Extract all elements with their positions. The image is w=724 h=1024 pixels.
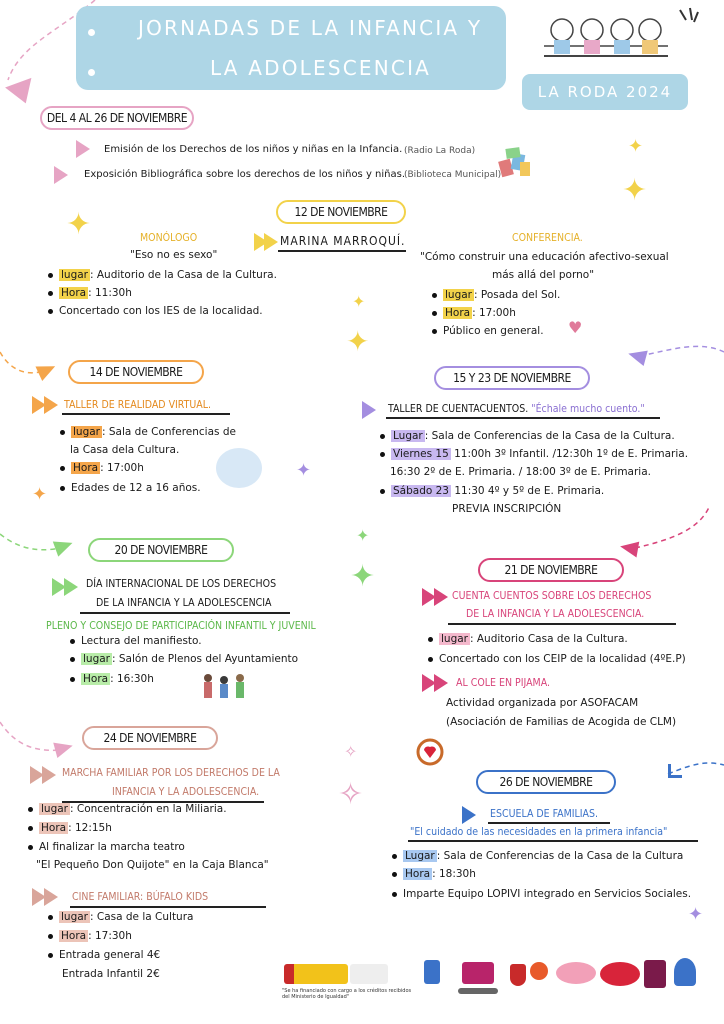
sparkle-icon: ✦ [66, 207, 92, 242]
cinema-underline [70, 906, 266, 908]
march-hora: Hora : 12:15h [28, 821, 112, 835]
monologue-title: "Eso no es sexo" [130, 249, 218, 261]
story-rights-lugar: lugar : Auditorio Casa de la Cultura. [428, 632, 628, 646]
radio-emission-text: Emisión de los Derechos de los niños y niñas en la Infancia. [104, 144, 403, 155]
family-school-subtitle: "El cuidado de las necesidades en la primera infancia" [410, 826, 668, 838]
intl-day-heading-2: DE LA INFANCIA Y LA ADOLESCENCIA [96, 597, 272, 609]
vr-lugar-2: la Casa dela Cultura. [70, 444, 180, 456]
cinema-heading: CINE FAMILIAR: BÚFALO KIDS [72, 891, 209, 903]
march-heading-1: MARCHA FAMILIAR POR LOS DERECHOS DE LA [62, 767, 280, 779]
plenary-hora: Hora : 16:30h [70, 672, 154, 686]
storytelling-heading: TALLER DE CUENTACUENTOS. "Échale mucho cuento." [388, 403, 645, 415]
radio-la-roda-logo [674, 958, 696, 986]
sparkle-icon: ✦ [296, 460, 312, 481]
conference-title-1: "Cómo construir una educación afectivo-sexual [420, 251, 669, 263]
blue-arrow-icon [462, 806, 476, 824]
green-arrow-icon [64, 578, 78, 596]
vr-lugar: lugar : Sala de Conferencias de [60, 425, 236, 439]
plenary-lugar: lugar : Salón de Plenos del Ayuntamiento [70, 652, 298, 666]
storytelling-lugar: Lugar : Sala de Conferencias de la Casa de la Cultura. [380, 429, 675, 443]
family-school-heading: ESCUELA DE FAMILIAS. [490, 808, 599, 820]
yellow-arrow-icon [264, 233, 278, 251]
cinema-hora: Hora : 17:30h [48, 929, 132, 943]
sparkle-icon: ✦ [352, 292, 366, 311]
date-pill-12: 12 DE NOVIEMBRE [276, 200, 406, 224]
intl-day-heading-1: DÍA INTERNACIONAL DE LOS DERECHOS [86, 578, 277, 590]
cinema-price-2: Entrada Infantil 2€ [62, 968, 160, 980]
march-heading-2: INFANCIA Y LA ADOLESCENCIA. [112, 786, 260, 798]
crimson-arrowhead-icon [619, 539, 640, 558]
heart-hand-icon: ♥ [568, 318, 583, 337]
storytelling-sabado: Sábado 23 11:30 4º y 5º de E. Primaria. [380, 484, 604, 498]
funding-note: "Se ha financiado con cargo a los créditos recibidos del Ministerio de Igualdad" [282, 988, 412, 1000]
monologue-note: Concertado con los IES de la localidad. [48, 304, 263, 318]
family-school-lugar: Lugar : Sala de Conferencias de la Casa de la Cultura [392, 849, 683, 863]
sparkle-icon: ✧ [344, 742, 358, 761]
people-illustration [200, 672, 248, 704]
sparkle-lines-icon [676, 6, 706, 30]
la-roda-shield-logo [510, 964, 526, 986]
storytelling-underline [386, 417, 660, 419]
storytelling-viernes: Viernes 15 11:00h 3º Infantil. /12:30h 1º de E. Primaria. [380, 447, 688, 461]
conference-note: Público en general. [432, 324, 544, 338]
pajama-heading: AL COLE EN PIJAMA. [456, 677, 550, 689]
women-institute-logo [462, 962, 494, 984]
ministry-logo [284, 964, 348, 984]
story-rights-note: Concertado con los CEIP de la localidad (4ºE.P) [428, 652, 686, 666]
march-final-2: "El Pequeño Don Quijote" en la Caja Blanca" [36, 859, 269, 871]
cinema-price-1: Entrada general 4€ [48, 948, 160, 962]
storytelling-note: PREVIA INSCRIPCIÓN [452, 503, 562, 515]
sparkle-icon: ✦ [622, 173, 648, 208]
date-pill-21: 21 DE NOVIEMBRE [478, 558, 624, 582]
plenary-subheading: PLENO Y CONSEJO DE PARTICIPACIÓN INFANTIL Y JUVENIL [46, 620, 316, 632]
manifesto-item: Lectura del manifiesto. [70, 634, 202, 648]
asofacam-logo [412, 736, 448, 768]
orange-arrow-icon [44, 396, 58, 414]
story-rights-underline [448, 623, 676, 625]
partner-logo [556, 962, 596, 984]
books-icon [498, 146, 534, 180]
storytelling-viernes-2: 16:30 2º de E. Primaria. / 18:00 3º de E. Primaria. [390, 466, 651, 478]
monologue-lugar: lugar : Auditorio de la Casa de la Cultura. [48, 268, 277, 282]
family-school-note: Imparte Equipo LOPIVI integrado en Servicios Sociales. [392, 887, 691, 901]
date-pill-14: 14 DE NOVIEMBRE [68, 360, 204, 384]
sparkle-icon: ✦ [350, 559, 376, 594]
violet-arrow-icon [362, 401, 376, 419]
children-illustration [540, 8, 672, 66]
vr-ages: Edades de 12 a 16 años. [60, 481, 201, 495]
sparkle-icon: ✦ [346, 325, 370, 358]
march-final-1: Al finalizar la marcha teatro [28, 840, 185, 854]
clm-logo [424, 960, 440, 984]
year-badge: LA RODA 2024 [522, 74, 688, 110]
vr-workshop-heading: TALLER DE REALIDAD VIRTUAL. [64, 399, 212, 411]
salmon-arrow-icon [42, 766, 56, 784]
story-rights-heading-1: CUENTA CUENTOS SOBRE LOS DERECHOS [452, 590, 652, 602]
diputacion-logo [458, 988, 498, 994]
sparkle-icon: ✦ [356, 526, 370, 545]
monologue-label: MONÓLOGO [140, 232, 198, 244]
salmon-arrow-icon [44, 888, 58, 906]
speaker-name: MARINA MARROQUÍ. [280, 234, 406, 248]
sparkle-icon: ✦ [688, 904, 704, 925]
pajama-org-1: Actividad organizada por ASOFACAM [446, 697, 639, 709]
sparkle-icon: ✦ [32, 484, 48, 505]
date-pill-4-26: DEL 4 AL 26 DE NOVIEMBRE [40, 106, 194, 130]
vr-illustration [216, 448, 262, 488]
conference-label: CONFERENCIA. [512, 232, 583, 244]
conference-lugar: lugar : Posada del Sol. [432, 288, 560, 302]
book-exhibition-text: Exposición Bibliográfica sobre los derechos de los niños y niñas. [84, 169, 406, 180]
mujer-logo [644, 960, 666, 988]
monologue-hora: Hora : 11:30h [48, 286, 132, 300]
date-pill-20: 20 DE NOVIEMBRE [88, 538, 234, 562]
family-school-hora: Hora : 18:30h [392, 867, 476, 881]
partner-logo-2 [600, 962, 640, 986]
sparkle-icon: ✧ [338, 777, 364, 812]
date-pill-26: 26 DE NOVIEMBRE [476, 770, 616, 794]
radio-place: (Radio La Roda) [404, 146, 476, 156]
library-place: (Biblioteca Municipal) [404, 170, 502, 180]
sparkle-icon: ✦ [628, 136, 644, 157]
crimson-arrow-icon [434, 588, 448, 606]
speaker-underline [278, 250, 406, 252]
family-school-underline [488, 822, 610, 824]
vr-hora: Hora : 17:00h [60, 461, 144, 475]
intl-day-underline [80, 612, 290, 614]
pajama-org-2: (Asociación de Familias de Acogida de CLM) [446, 716, 677, 728]
title-line-2: LA ADOLESCENCIA [210, 56, 432, 80]
march-lugar: lugar : Concentración en la Miliaria. [28, 802, 227, 816]
blue-arrowhead-icon [668, 764, 682, 778]
cinema-lugar: lugar : Casa de la Cultura [48, 910, 193, 924]
sdr-logo [530, 962, 548, 980]
title-banner [76, 6, 506, 90]
family-school-subtitle-underline [408, 840, 698, 842]
ministry-text-logo [350, 964, 388, 984]
date-pill-24: 24 DE NOVIEMBRE [82, 726, 218, 750]
crimson-arrow-icon [434, 674, 448, 692]
conference-title-2: más allá del porno" [492, 269, 595, 281]
conference-hora: Hora : 17:00h [432, 306, 516, 320]
pink-arrow-icon [76, 140, 90, 158]
date-pill-15-23: 15 Y 23 DE NOVIEMBRE [434, 366, 590, 390]
title-line-1: JORNADAS DE LA INFANCIA Y [138, 16, 483, 40]
vr-underline [62, 413, 230, 415]
pink-arrow-icon [54, 166, 68, 184]
story-rights-heading-2: DE LA INFANCIA Y LA ADOLESCENCIA. [466, 608, 645, 620]
